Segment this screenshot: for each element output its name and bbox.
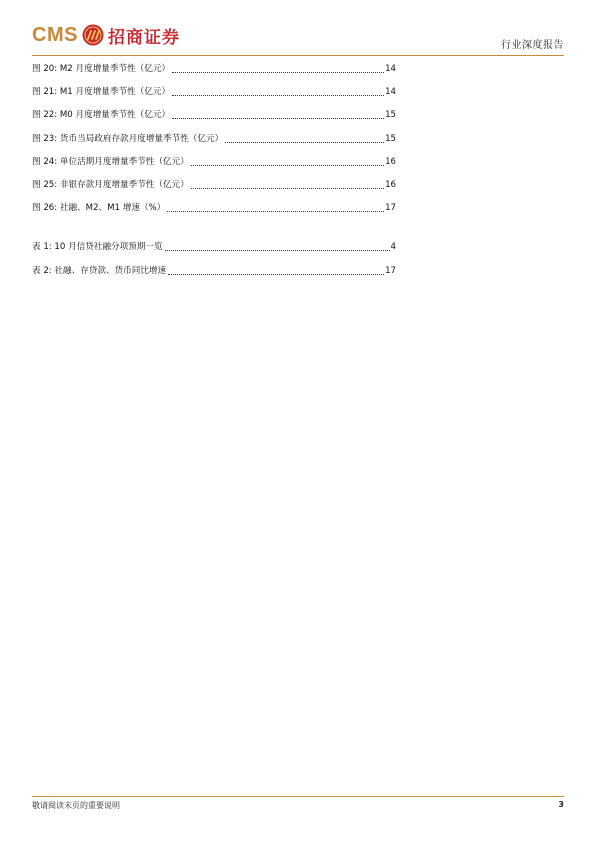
toc-entry-label: 表 1: 10 月信贷社融分项预期一览 <box>32 242 163 253</box>
toc-entry-page: 14 <box>385 64 396 74</box>
toc-leader-dots <box>191 188 384 189</box>
toc-table-2[interactable] <box>32 266 396 277</box>
toc-figure-21[interactable] <box>32 87 396 98</box>
toc-entry-page: 15 <box>385 110 396 121</box>
toc-entry-page: 15 <box>385 133 396 144</box>
toc-entry-page: 17 <box>385 203 396 214</box>
toc-figure-20[interactable] <box>32 64 396 75</box>
toc-figure-24[interactable] <box>32 157 396 168</box>
toc-entry-label: 图 20: M2 月度增量季节性（亿元） <box>32 64 171 74</box>
page-header <box>32 20 564 54</box>
report-type: 行业深度报告 <box>501 40 564 51</box>
toc-leader-dots <box>168 274 384 275</box>
toc-figure-22[interactable] <box>32 110 396 121</box>
toc-figure-26[interactable] <box>32 203 396 214</box>
logo-badge-icon <box>82 24 104 46</box>
toc-list <box>32 64 396 289</box>
toc-entry-label: 图 21: M1 月度增量季节性（亿元） <box>32 87 171 98</box>
toc-entry-page: 4 <box>390 242 396 253</box>
page-number: 3 <box>558 800 564 809</box>
toc-leader-dots <box>167 211 384 212</box>
toc-leader-dots <box>172 72 384 73</box>
footer-disclaimer: 敬请阅读末页的重要说明 <box>32 801 120 810</box>
toc-entry-label: 图 24: 单位活期月度增量季节性（亿元） <box>32 156 189 167</box>
toc-entry-page: 17 <box>385 265 396 276</box>
toc-entry-label: 图 22: M0 月度增量季节性（亿元） <box>32 110 171 121</box>
toc-entry-page: 16 <box>385 179 396 190</box>
toc-entry-label: 图 25: 非银存款月度增量季节性（亿元） <box>32 179 189 190</box>
toc-figure-25[interactable] <box>32 180 396 191</box>
toc-leader-dots <box>165 250 390 251</box>
toc-leader-dots <box>191 165 384 166</box>
company-logo <box>32 20 180 50</box>
toc-table-1[interactable] <box>32 242 396 253</box>
header-divider <box>32 55 564 56</box>
toc-leader-dots <box>225 142 384 143</box>
toc-leader-dots <box>172 95 384 96</box>
toc-entry-label: 图 26: 社融、M2、M1 增速（%） <box>32 203 166 214</box>
toc-entry-page: 16 <box>385 156 396 167</box>
toc-figure-23[interactable] <box>32 134 396 145</box>
toc-leader-dots <box>172 118 384 119</box>
footer-divider <box>32 796 564 797</box>
toc-entry-label: 图 23: 货币当局政府存款月度增量季节性（亿元） <box>32 133 224 144</box>
toc-section-gap <box>32 226 396 242</box>
logo-company-name: 招商证券 <box>107 27 180 48</box>
logo-cms-text: CMS <box>32 23 78 46</box>
toc-entry-label: 表 2: 社融、存贷款、货币同比增速 <box>32 265 167 276</box>
toc-entry-page: 14 <box>385 87 396 98</box>
